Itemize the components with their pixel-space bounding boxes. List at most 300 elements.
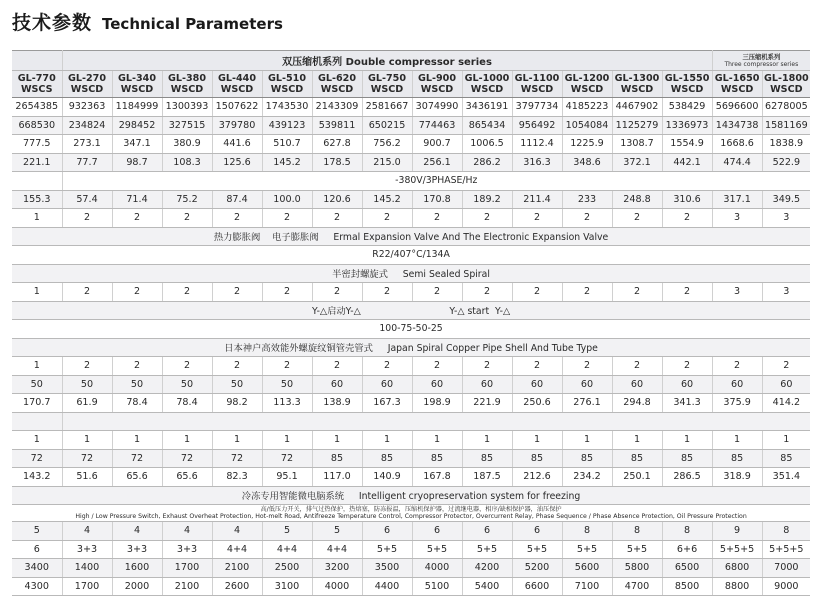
model-suffix: WSCD	[270, 84, 304, 95]
merged-cell: -380V/3PHASE/Hz	[62, 172, 810, 191]
table-cell: 3	[712, 209, 762, 228]
table-cell: 2	[62, 283, 112, 302]
table-cell: 117.0	[312, 468, 362, 487]
table-cell: 72	[262, 449, 312, 468]
table-cell: 198.9	[412, 394, 462, 413]
table-row	[12, 116, 810, 135]
table-cell: 72	[162, 449, 212, 468]
table-cell: 2	[612, 357, 662, 376]
table-cell: 341.3	[662, 394, 712, 413]
table-cell: 1	[362, 431, 412, 450]
table-cell: 187.5	[462, 468, 512, 487]
model-suffix: WSCD	[720, 84, 754, 95]
table-cell: 2	[612, 209, 662, 228]
three-series-cn: 三压缩机系列	[742, 53, 781, 61]
table-cell: 1054084	[562, 116, 612, 135]
table-cell: 85	[362, 449, 412, 468]
model-header-cell	[712, 71, 762, 98]
model-name: GL-1200	[564, 73, 610, 84]
table-cell: 65.6	[112, 468, 162, 487]
table-row	[12, 264, 810, 283]
table-cell: 1	[62, 431, 112, 450]
table-cell: 60	[362, 375, 412, 394]
table-row	[12, 190, 810, 209]
protection-en: High / Low Pressure Switch, Exhaust Overheat Protection, Hot-melt Road, Antifreeze Temperature Control, Compressor Protector, Overcurrent Relay, Phase Sequence / Phase Absence Protection, Oil Pressure Protection	[75, 513, 747, 520]
table-cell: 2	[262, 283, 312, 302]
table-cell: 5+5	[412, 540, 462, 559]
table-cell: 125.6	[212, 153, 262, 172]
table-cell: 3	[762, 283, 810, 302]
table-cell: 2	[412, 283, 462, 302]
table-cell: 4300	[12, 577, 62, 596]
table-cell: 2500	[262, 559, 312, 578]
model-header-row	[12, 71, 810, 98]
table-cell: 3100	[262, 577, 312, 596]
table-cell: 250.6	[512, 394, 562, 413]
table-cell: 8	[612, 522, 662, 541]
model-suffix: WSCD	[420, 84, 454, 95]
page-title-cn: 技术参数	[12, 12, 93, 34]
table-cell: 5+5+5	[712, 540, 762, 559]
table-cell: 439123	[262, 116, 312, 135]
table-cell: 143.2	[12, 468, 62, 487]
table-cell: 178.5	[312, 153, 362, 172]
model-header-cell	[12, 71, 62, 98]
table-cell: 6	[512, 522, 562, 541]
table-cell: 1184999	[112, 98, 162, 117]
model-name: GL-770	[17, 73, 56, 84]
table-row	[12, 375, 810, 394]
table-row	[12, 412, 810, 431]
table-cell: 276.1	[562, 394, 612, 413]
model-name: GL-340	[118, 73, 156, 84]
table-cell: 77.7	[62, 153, 112, 172]
table-cell: 286.5	[662, 468, 712, 487]
table-cell: 379780	[212, 116, 262, 135]
table-cell: 5+5	[512, 540, 562, 559]
merged-cell: R22/407°C/134A	[12, 246, 810, 265]
table-row	[12, 246, 810, 265]
table-cell: 1	[662, 431, 712, 450]
model-header-cell	[412, 71, 462, 98]
table-cell: 5	[262, 522, 312, 541]
table-cell: 85	[412, 449, 462, 468]
table-cell: 6	[412, 522, 462, 541]
table-cell: 4	[62, 522, 112, 541]
table-row	[12, 559, 810, 578]
table-cell: 65.6	[162, 468, 212, 487]
table-cell: 318.9	[712, 468, 762, 487]
model-header-cell	[112, 71, 162, 98]
table-cell: 98.2	[212, 394, 262, 413]
table-cell: 5	[12, 522, 62, 541]
merged-cell: 100-75-50-25	[12, 320, 810, 339]
model-name: GL-1300	[614, 73, 660, 84]
table-cell: 72	[12, 449, 62, 468]
table-cell: 347.1	[112, 135, 162, 154]
table-cell: 50	[62, 375, 112, 394]
table-cell: 3797734	[512, 98, 562, 117]
table-cell: 8800	[712, 577, 762, 596]
table-cell: 5400	[462, 577, 512, 596]
table-cell: 414.2	[762, 394, 810, 413]
table-cell: 1336973	[662, 116, 712, 135]
table-cell: 2	[612, 283, 662, 302]
table-cell: 6	[12, 540, 62, 559]
table-row	[12, 449, 810, 468]
table-cell: 865434	[462, 116, 512, 135]
table-cell: 120.6	[312, 190, 362, 209]
table-cell: 4185223	[562, 98, 612, 117]
table-cell: 298452	[112, 116, 162, 135]
table-cell: 1	[12, 209, 62, 228]
table-cell: 5+5	[462, 540, 512, 559]
table-cell: 108.3	[162, 153, 212, 172]
table-cell: 1434738	[712, 116, 762, 135]
series-header-blank	[12, 51, 62, 71]
merged-cell: Y-△启动Y-△ Y-△ start Y-△	[12, 301, 810, 320]
table-cell: 1507622	[212, 98, 262, 117]
table-cell: 50	[212, 375, 262, 394]
table-cell: 1	[12, 283, 62, 302]
table-cell: 2	[312, 209, 362, 228]
table-cell: 442.1	[662, 153, 712, 172]
table-cell: 78.4	[112, 394, 162, 413]
table-cell: 1	[562, 431, 612, 450]
table-cell: 2	[62, 209, 112, 228]
table-cell: 2143309	[312, 98, 362, 117]
table-cell: 1838.9	[762, 135, 810, 154]
table-cell: 2	[712, 357, 762, 376]
table-cell: 211.4	[512, 190, 562, 209]
table-cell	[12, 172, 62, 191]
table-cell: 1668.6	[712, 135, 762, 154]
table-cell: 85	[662, 449, 712, 468]
table-cell: 60	[412, 375, 462, 394]
table-cell: 5600	[562, 559, 612, 578]
merged-cell: 热力膨胀阀 电子膨胀阀 Ermal Expansion Valve And The Electronic Expansion Valve	[12, 227, 810, 246]
table-cell: 5+5	[562, 540, 612, 559]
table-cell: 4	[112, 522, 162, 541]
table-cell: 1	[512, 431, 562, 450]
table-cell: 3+3	[112, 540, 162, 559]
table-cell: 8	[562, 522, 612, 541]
table-cell: 372.1	[612, 153, 662, 172]
table-cell: 215.0	[362, 153, 412, 172]
model-name: GL-270	[68, 73, 106, 84]
series-header-row	[12, 51, 810, 71]
table-cell: 155.3	[12, 190, 62, 209]
model-suffix: WSCD	[170, 84, 204, 95]
table-cell: 2	[362, 209, 412, 228]
table-cell: 777.5	[12, 135, 62, 154]
table-cell: 221.9	[462, 394, 512, 413]
table-cell: 2	[62, 357, 112, 376]
model-name: GL-750	[368, 73, 406, 84]
table-row	[12, 301, 810, 320]
model-suffix: WSCD	[320, 84, 354, 95]
table-cell: 3436191	[462, 98, 512, 117]
table-cell: 668530	[12, 116, 62, 135]
model-name: GL-1100	[514, 73, 560, 84]
table-cell: 2	[312, 357, 362, 376]
table-cell: 522.9	[762, 153, 810, 172]
table-cell: 51.6	[62, 468, 112, 487]
table-cell: 6	[362, 522, 412, 541]
table-cell: 95.1	[262, 468, 312, 487]
table-cell: 510.7	[262, 135, 312, 154]
table-cell: 78.4	[162, 394, 212, 413]
model-header-cell	[512, 71, 562, 98]
table-cell: 1	[12, 431, 62, 450]
table-cell: 4+4	[312, 540, 362, 559]
table-cell: 349.5	[762, 190, 810, 209]
model-header-cell	[212, 71, 262, 98]
table-cell: 2654385	[12, 98, 62, 117]
table-cell: 98.7	[112, 153, 162, 172]
table-cell: 8	[762, 522, 810, 541]
table-cell: 2	[112, 283, 162, 302]
table-cell: 60	[662, 375, 712, 394]
table-cell: 140.9	[362, 468, 412, 487]
table-cell: 4400	[362, 577, 412, 596]
table-row	[12, 577, 810, 596]
model-suffix: WSCS	[20, 84, 53, 95]
table-cell: 50	[112, 375, 162, 394]
table-cell: 6+6	[662, 540, 712, 559]
table-row	[12, 172, 810, 191]
table-cell: 85	[312, 449, 362, 468]
table-cell: 60	[612, 375, 662, 394]
table-cell: 3	[712, 283, 762, 302]
table-cell: 1400	[62, 559, 112, 578]
model-name: GL-1800	[764, 73, 809, 84]
table-cell: 1554.9	[662, 135, 712, 154]
model-suffix: WSCD	[470, 84, 504, 95]
table-cell: 3+3	[62, 540, 112, 559]
table-cell: 72	[112, 449, 162, 468]
table-cell: 2100	[162, 577, 212, 596]
table-cell: 50	[262, 375, 312, 394]
table-cell: 145.2	[362, 190, 412, 209]
table-cell: 3074990	[412, 98, 462, 117]
model-header-cell	[312, 71, 362, 98]
table-cell: 1700	[162, 559, 212, 578]
table-cell: 250.1	[612, 468, 662, 487]
table-cell: 60	[512, 375, 562, 394]
table-row	[12, 227, 810, 246]
model-suffix: WSCD	[770, 84, 803, 95]
table-cell: 170.7	[12, 394, 62, 413]
table-cell: 1225.9	[562, 135, 612, 154]
table-cell: 50	[12, 375, 62, 394]
model-suffix: WSCD	[520, 84, 554, 95]
table-row	[12, 153, 810, 172]
table-cell: 6	[462, 522, 512, 541]
table-cell: 60	[312, 375, 362, 394]
table-cell: 2	[562, 357, 612, 376]
table-cell: 2	[162, 357, 212, 376]
table-cell: 2	[162, 283, 212, 302]
table-cell: 2000	[112, 577, 162, 596]
table-cell: 2	[162, 209, 212, 228]
table-cell: 900.7	[412, 135, 462, 154]
table-cell: 7000	[762, 559, 810, 578]
model-header-cell	[162, 71, 212, 98]
table-cell: 2100	[212, 559, 262, 578]
table-cell: 317.1	[712, 190, 762, 209]
table-cell: 310.6	[662, 190, 712, 209]
table-cell: 1	[462, 431, 512, 450]
table-cell: 85	[562, 449, 612, 468]
table-cell: 2	[212, 357, 262, 376]
table-row	[12, 209, 810, 228]
table-cell: 8500	[662, 577, 712, 596]
table-cell: 113.3	[262, 394, 312, 413]
model-name: GL-1550	[664, 73, 710, 84]
table-row	[12, 98, 810, 117]
table-cell: 57.4	[62, 190, 112, 209]
table-cell: 1	[312, 431, 362, 450]
page-header	[12, 8, 283, 38]
table-cell: 2	[562, 283, 612, 302]
model-header-cell	[462, 71, 512, 98]
table-cell: 5+5+5	[762, 540, 810, 559]
table-cell: 2600	[212, 577, 262, 596]
model-suffix: WSCD	[670, 84, 704, 95]
table-cell: 956492	[512, 116, 562, 135]
table-cell: 87.4	[212, 190, 262, 209]
table-cell: 1	[112, 431, 162, 450]
model-name: GL-380	[168, 73, 206, 84]
table-cell: 932363	[62, 98, 112, 117]
table-cell: 774463	[412, 116, 462, 135]
table-row	[12, 468, 810, 487]
table-cell: 5696600	[712, 98, 762, 117]
table-row	[12, 135, 810, 154]
table-row	[12, 283, 810, 302]
three-series-en: Three compressor series	[724, 60, 799, 68]
table-cell: 441.6	[212, 135, 262, 154]
table-row	[12, 486, 810, 505]
table-cell: 189.2	[462, 190, 512, 209]
table-row	[12, 338, 810, 357]
table-cell: 2581667	[362, 98, 412, 117]
table-cell: 234.2	[562, 468, 612, 487]
model-header-cell	[562, 71, 612, 98]
table-cell: 85	[712, 449, 762, 468]
table-row	[12, 505, 810, 522]
table-cell: 5100	[412, 577, 462, 596]
parameters-table	[12, 50, 810, 596]
table-cell: 1600	[112, 559, 162, 578]
model-name: GL-900	[418, 73, 456, 84]
table-cell: 72	[212, 449, 262, 468]
table-cell: 2	[212, 209, 262, 228]
table-cell: 6800	[712, 559, 762, 578]
table-cell: 3	[762, 209, 810, 228]
page-title-en: Technical Parameters	[102, 15, 283, 33]
merged-cell: 日本神户高效能外螺旋纹铜管壳管式 Japan Spiral Copper Pipe Shell And Tube Type	[12, 338, 810, 357]
table-cell: 100.0	[262, 190, 312, 209]
table-cell: 1308.7	[612, 135, 662, 154]
table-cell: 1	[762, 431, 810, 450]
table-cell: 61.9	[62, 394, 112, 413]
table-cell: 4000	[412, 559, 462, 578]
protection-cell	[12, 505, 810, 522]
model-suffix: WSCD	[370, 84, 404, 95]
table-cell: 60	[562, 375, 612, 394]
table-cell: 5800	[612, 559, 662, 578]
table-cell: 327515	[162, 116, 212, 135]
merged-cell: 冷冻专用智能微电脑系统 Intelligent cryopreservation system for freezing	[12, 486, 810, 505]
table-cell: 233	[562, 190, 612, 209]
model-name: GL-1000	[464, 73, 510, 84]
table-row	[12, 320, 810, 339]
table-row	[12, 431, 810, 450]
table-cell: 2	[512, 283, 562, 302]
table-cell: 2	[662, 357, 712, 376]
table-cell: 627.8	[312, 135, 362, 154]
model-header-cell	[612, 71, 662, 98]
model-header-cell	[762, 71, 810, 98]
table-cell: 3+3	[162, 540, 212, 559]
double-series-label: 双压缩机系列 Double compressor series	[62, 51, 712, 71]
model-suffix: WSCD	[70, 84, 104, 95]
table-cell: 2	[462, 209, 512, 228]
table-row	[12, 540, 810, 559]
table-row	[12, 357, 810, 376]
table-cell: 6500	[662, 559, 712, 578]
table-cell: 4+4	[262, 540, 312, 559]
table-cell: 2	[412, 209, 462, 228]
table-cell: 1	[212, 431, 262, 450]
table-cell: 2	[262, 357, 312, 376]
table-cell: 71.4	[112, 190, 162, 209]
model-header-cell	[62, 71, 112, 98]
table-cell: 85	[512, 449, 562, 468]
table-cell: 273.1	[62, 135, 112, 154]
table-cell: 294.8	[612, 394, 662, 413]
table-cell: 167.3	[362, 394, 412, 413]
table-cell: 5	[312, 522, 362, 541]
table-cell: 1743530	[262, 98, 312, 117]
table-cell: 4467902	[612, 98, 662, 117]
table-cell: 4	[212, 522, 262, 541]
table-cell: 2	[362, 283, 412, 302]
table-cell: 286.2	[462, 153, 512, 172]
table-cell: 221.1	[12, 153, 62, 172]
table-cell: 2	[662, 209, 712, 228]
model-suffix: WSCD	[620, 84, 654, 95]
table-cell: 2	[662, 283, 712, 302]
three-series-label	[712, 51, 810, 71]
table-cell: 82.3	[212, 468, 262, 487]
model-suffix: WSCD	[570, 84, 604, 95]
table-cell: 375.9	[712, 394, 762, 413]
table-cell: 1	[262, 431, 312, 450]
model-name: GL-1650	[714, 73, 760, 84]
table-row	[12, 394, 810, 413]
table-cell: 4+4	[212, 540, 262, 559]
table-cell: 4000	[312, 577, 362, 596]
table-cell: 60	[762, 375, 810, 394]
table-cell: 3400	[12, 559, 62, 578]
table-cell: 1	[412, 431, 462, 450]
table-cell: 1112.4	[512, 135, 562, 154]
model-header-cell	[662, 71, 712, 98]
table-cell: 1300393	[162, 98, 212, 117]
